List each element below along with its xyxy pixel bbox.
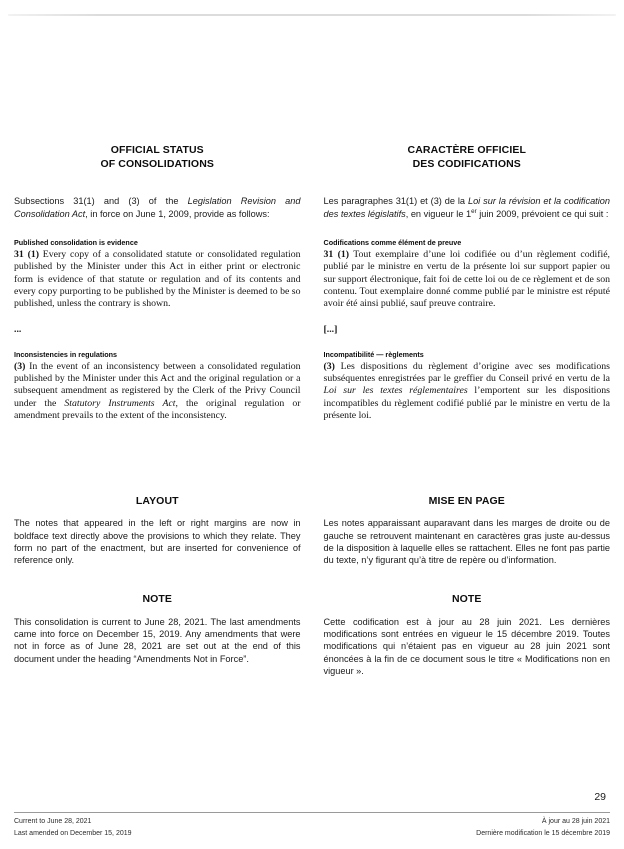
footer-left — [14, 818, 132, 842]
page-top-edge-line — [8, 14, 616, 16]
footer-rule — [14, 812, 610, 813]
fr-provision-31-1-text: 31 (1) Tout exemplaire d’une loi codifiée ou d’un règlement codifié, publié par le ministre en vertu de la présente loi sur support papier ou sur support électronique, fait foi de cette loi ou de ce règlement et de son contenu. Tout exemplaire donné comme publié par le ministre est réputé avoir été ainsi publié, sauf preuve contraire. — [323, 249, 610, 310]
en-section-title-line2: OF CONSOLIDATIONS — [100, 158, 214, 171]
page-content — [14, 143, 610, 677]
intro-row — [14, 195, 610, 220]
en-provisions — [14, 238, 301, 494]
page-number: 29 — [594, 791, 606, 803]
footer-right — [476, 818, 610, 842]
en-marginal-note-2: Inconsistencies in regulations — [14, 349, 118, 359]
footer-derniere-modification: Dernière modification le 15 décembre 2019 — [476, 830, 610, 837]
fr-note-heading: NOTE — [451, 593, 482, 606]
fr-section-title-line2: DES CODIFICATIONS — [412, 158, 521, 171]
footer-a-jour: À jour au 28 juin 2021 — [541, 818, 610, 825]
en-note-paragraph: This consolidation is current to June 28, 2021. The last amendments came into force on December 15, 2019. Any amendments that were not in force as of June 28, 2021 are set out at the end of this document under the heading “Amendments Not in Force”. — [14, 616, 301, 664]
en-layout-heading: LAYOUT — [135, 495, 179, 507]
fr-section-title — [324, 143, 611, 171]
fr-marginal-note-2: Incompatibilité — règlements — [323, 349, 424, 359]
fr-note-paragraph: Cette codification est à jour au 28 juin 2021. Les dernières modifications sont entrées en vigueur le 15 décembre 2019. Toutes modifications qui n’étaient pas en vigueur au 28 juin 2021 sont énoncées à la fin de ce document sous le titre « Modifications non en vigueur ». — [323, 616, 610, 676]
en-provision-3 — [14, 350, 301, 423]
fr-layout-heading: MISE EN PAGE — [428, 495, 505, 507]
layout-paragraph-row — [14, 517, 610, 566]
footer-current-to: Current to June 28, 2021 — [14, 818, 92, 825]
layout-heading-row — [14, 494, 610, 508]
footer-last-amended: Last amended on December 15, 2019 — [14, 830, 132, 837]
fr-provision-31-1 — [324, 238, 611, 311]
fr-provision-3-text: (3) Les dispositions du règlement d’origine avec ses modifications subséquentes enregistrées par le greffier du Conseil privé en vertu de la Loi sur les textes réglementaires l’emportent sur les dispositions incompatibles du règlement codifié publié par le ministre en vertu de la présente loi. — [323, 360, 610, 422]
en-layout-paragraph: The notes that appeared in the left or right margins are now in boldface text directly above the provisions to which they relate. They form no part of the enactment, but are inserted for convenience of reference only. — [14, 518, 301, 566]
en-provision-31-1-text: 31 (1) Every copy of a consolidated statute or consolidated regulation published by the Minister under this Act in either print or electronic form is evidence of that statute or regulation and of its contents and every copy purporting to be published by the Minister is deemed to be so published, unless the contrary is shown. — [14, 249, 301, 310]
fr-ellipsis: [...] — [323, 323, 338, 335]
fr-layout-paragraph: Les notes apparaissant auparavant dans les marges de droite ou de gauche se retrouvent maintenant en caractères gras juste au-dessus de la disposition à laquelle elles se rattachent. Elles ne font pas partie du texte, n’y figurant qu’à titre de repère ou d’information. — [323, 518, 610, 566]
fr-marginal-note-1: Codifications comme élément de preuve — [323, 238, 462, 247]
fr-provisions — [324, 238, 611, 494]
fr-intro-paragraph: Les paragraphes 31(1) et (3) de la Loi sur la révision et la codification des textes législatifs, en vigueur le 1er juin 2009, prévoient ce qui suit : — [323, 196, 610, 219]
en-intro-paragraph: Subsections 31(1) and (3) of the Legislation Revision and Consolidation Act, in force on June 1, 2009, provide as follows: — [14, 196, 301, 219]
en-section-title-line1: OFFICIAL STATUS — [110, 144, 204, 156]
provisions-row — [14, 238, 610, 494]
en-provision-3-text: (3) In the event of an inconsistency between a consolidated regulation published by the Minister under this Act and the original regulation or a subsequent amendment as registered by the Clerk of the Privy Council under the Statutory Instruments Act, the original regulation or amendment prevails to the extent of the inconsistency. — [14, 360, 301, 422]
note-paragraph-row — [14, 616, 610, 678]
en-ellipsis: ... — [14, 323, 22, 335]
section-title-row — [14, 143, 610, 171]
fr-provision-3 — [324, 350, 611, 423]
en-marginal-note-1: Published consolidation is evidence — [14, 238, 138, 247]
en-provision-31-1 — [14, 238, 301, 311]
note-heading-row — [14, 592, 610, 606]
en-section-title — [14, 143, 301, 171]
fr-section-title-line1: CARACTÈRE OFFICIEL — [407, 144, 526, 156]
en-note-heading: NOTE — [142, 593, 173, 606]
